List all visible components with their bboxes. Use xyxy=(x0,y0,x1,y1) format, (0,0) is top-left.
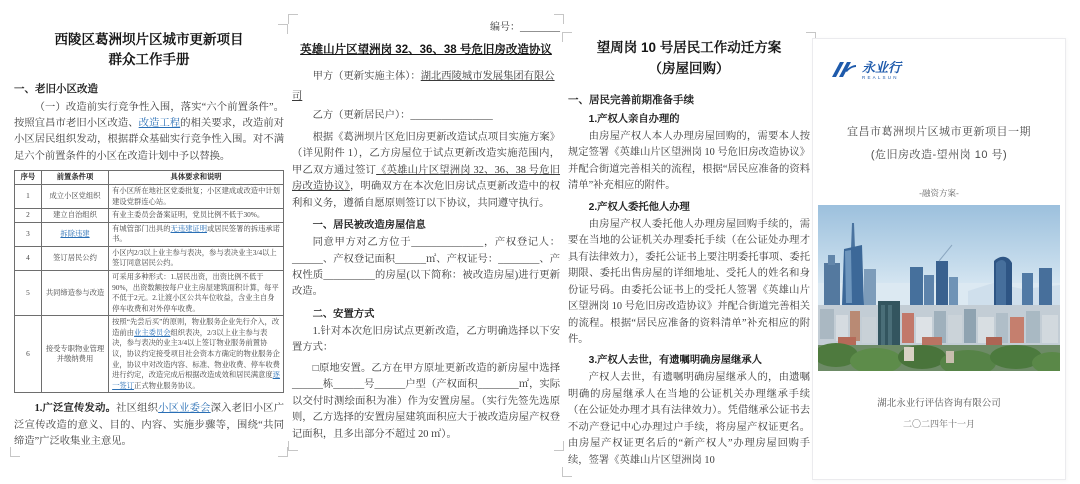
table-header-row xyxy=(15,171,284,185)
intro-text: 根据《葛洲坝片区危旧房更新改造试点项目实施方案》（详见附件 1），乙方房屋位于试点更新改造实施范围内，甲乙双方通过签订 xyxy=(292,131,560,176)
cell-desc xyxy=(109,222,284,246)
cover-title-line1: 宜昌市葛洲坝片区城市更新项目一期 xyxy=(847,126,1031,138)
city-skyline-image xyxy=(818,205,1060,371)
cell-item: 接受专职物业管理并缴纳费用 xyxy=(41,316,108,393)
sub1-heading: 1.产权人亲自办理的 xyxy=(588,113,680,125)
cell-item: 签订居民公约 xyxy=(41,246,108,270)
cell-seq: 5 xyxy=(15,271,42,316)
intro-paragraph xyxy=(14,100,284,166)
cell-seq: 6 xyxy=(15,316,42,393)
table-row xyxy=(15,222,284,246)
crop-mark xyxy=(10,447,20,457)
cell-desc-text: 按照“先尝后买”的原则，物业服务企业先行介入，改造前由 xyxy=(112,317,280,337)
cell-desc: 有小区所在地社区党委批复；小区建成或改造中计划建设党群连心站。 xyxy=(109,184,284,208)
page-agreement xyxy=(292,18,560,443)
logo-chinese-name: 永业行 xyxy=(862,60,902,75)
party-a-label: 甲方（更新实施主体）： xyxy=(312,71,421,82)
crop-mark xyxy=(288,14,298,24)
intro-text: （一）改造前实行竞争性入围，落实“六个前置条件”。按照宜昌市老旧小区改造、 xyxy=(14,101,284,129)
page-title-line1: 望周岗 10 号居民工作动迁方案 xyxy=(596,40,782,55)
cell-seq: 3 xyxy=(15,222,42,246)
page-financing-cover xyxy=(812,38,1066,480)
col-header-item: 前置条件项 xyxy=(41,171,108,185)
cell-desc-text: 或居民签署的拆违承诺书。 xyxy=(112,223,280,244)
sub2-paragraph: 由房屋产权人委托他人办理房屋回购手续的，需要在当地的公证机关办理委托手续（在公证处办理才具有法律效力），委托公证书上要注明委托事项、委托期限、委托出售房屋的详细地址、受托人的姓名和身份证号码。由委托公证书上的受托人签署《英雄山片区望洲岗 10 号危旧房改造协议》并配合街道完善相关的流程。根据“居民应准备的资料清单”补充相应的附件。 xyxy=(568,218,810,345)
cover-subtitle: -融资方案- xyxy=(919,188,959,198)
crop-mark xyxy=(278,24,288,34)
cell-desc-text: 正式物业服务协议。 xyxy=(134,380,200,390)
table-row xyxy=(15,271,284,316)
cell-desc: 小区内2/3以上业主参与表决，参与表决业主3/4以上签订同意居民公约。 xyxy=(109,246,284,270)
intro-text: ，明确双方在本次危旧房试点更新改造中的权利和义务，遵循自愿原则签订以下协议，共同遵守执行。 xyxy=(292,181,560,209)
col-header-seq: 序号 xyxy=(15,171,42,185)
page-title xyxy=(568,38,810,80)
cell-item-link[interactable]: 拆除违建 xyxy=(60,228,90,238)
logo-text-block xyxy=(862,61,901,80)
section2-heading: 二、安置方式 xyxy=(312,308,375,320)
cover-title xyxy=(813,121,1065,167)
section1-heading: 一、居民被改造房屋信息 xyxy=(312,220,426,232)
footer-text: 社区组织 xyxy=(116,403,159,415)
yongyehang-logo-icon xyxy=(831,61,857,79)
doc-number-label: 编号： xyxy=(490,22,520,33)
sub3-paragraph: 产权人去世，有遗嘱明确房屋继承人的，由遗嘱明确的房屋继承人在当地的公证机关办理继承手续（在公证处办理才具有法律效力）。凭借继承公证书去不动产登记中心办理过户手续，将房屋产权证更名。由房屋产权证更名后的“新产权人”办理房屋回购手续，签署《英雄山片区望洲岗 10 xyxy=(568,372,810,466)
cell-item: 成立小区党组织 xyxy=(41,184,108,208)
crop-mark xyxy=(554,14,564,24)
section-heading: 一、老旧小区改造 xyxy=(14,82,98,95)
page-title: 英雄山片区望洲岗 32、36、38 号危旧房改造协议 xyxy=(300,44,552,56)
logo-english-name: REALSUN xyxy=(862,75,899,81)
cell-desc-text: 有城管部门出具的 xyxy=(112,223,171,233)
cell-desc: 有业主委员会备案证明，党员比例不低于30%。 xyxy=(109,209,284,223)
cover-title-line2: (危旧房改造-望州岗 10 号) xyxy=(870,149,1008,162)
party-b-label: 乙方（更新居民户）： xyxy=(312,110,411,122)
cover-date: 二〇二四年十一月 xyxy=(902,419,975,429)
preconditions-table xyxy=(14,170,284,393)
page-title-line2: （房屋回购） xyxy=(648,60,730,76)
table-row xyxy=(15,184,284,208)
page-title-line2: 群众工作手册 xyxy=(108,52,190,68)
crop-mark xyxy=(554,441,564,451)
sub2-heading: 2.产权人委托他人办理 xyxy=(588,201,690,213)
item1-paragraph: 1.针对本次危旧房试点更新改造，乙方明确选择以下安置方式： xyxy=(292,325,560,354)
section1-paragraph: 同意甲方对乙方位于______________，产权登记人：______、产权登记面积______㎡、产权证号：________、产权性质__________的房屋(以下简称：被改造房屋)进行更新改造。 xyxy=(292,237,560,298)
intro-paragraph xyxy=(292,130,560,212)
page-handbook xyxy=(14,30,284,451)
cell-item: 共同缔造参与改造 xyxy=(41,271,108,316)
cell-desc-link[interactable]: 无违建证明 xyxy=(170,223,207,233)
footer-link-text[interactable]: 小区业委会 xyxy=(158,403,211,415)
cell-item: 建立自治组织 xyxy=(41,209,108,223)
cell-desc-link[interactable]: 业主委员会 xyxy=(134,327,171,337)
table-row xyxy=(15,246,284,270)
page-title xyxy=(14,30,284,71)
crop-mark xyxy=(562,32,572,42)
sub1-paragraph: 由房屋产权人本人办理房屋回购的，需要本人按规定签署《英雄山片区望洲岗 10 号危旧房改造协议》并配合街道完善相关的流程，根据“居民应准备的资料清单”补充相应的附件。 xyxy=(568,130,810,192)
page-relocation-plan xyxy=(568,38,810,469)
cell-desc: 可采用多种形式：1.居民出资，出资比例不低于90%，出资数额按每户业主房屋建筑面积计算，每平不低于2元。2.让渡小区公共车位收益，含业主自身停车收费和对外停车收费。 xyxy=(109,271,284,316)
cell-item xyxy=(41,222,108,246)
party-a-line xyxy=(292,67,560,106)
table-row xyxy=(15,209,284,223)
party-a-value: 湖北西陵城市发展集团有限公司 xyxy=(292,71,555,102)
cell-seq: 1 xyxy=(15,184,42,208)
cell-desc-link[interactable]: 逐一签订 xyxy=(112,370,280,390)
page-title-line1: 西陵区葛洲坝片区城市更新项目 xyxy=(54,32,244,47)
crop-mark xyxy=(562,467,572,477)
party-b-line xyxy=(292,106,560,126)
table-row xyxy=(15,316,284,393)
intro-link-text[interactable]: 改造工程 xyxy=(138,117,181,129)
party-b-blank: ________________ xyxy=(410,110,493,122)
cell-desc xyxy=(109,316,284,393)
section-heading: 一、居民完善前期准备手续 xyxy=(568,93,694,106)
cell-seq: 4 xyxy=(15,246,42,270)
company-logo xyxy=(831,61,901,80)
intro-book-title: 《英雄山片区望洲岗 32、36、38 号危旧房改造协议》 xyxy=(292,164,561,193)
cell-desc-text: 组织表决，2/3以上业主参与表决，参与表决的业主3/4以上签订物业服务前置协议，协议约定接受项目社会资本方确定的物业服务企业，协议中对改造内容、标准、物业收费、停车收费进行约定，改造完成后根据改造成效和居民满意度 xyxy=(112,327,280,380)
footer-bold-lead: 1.广泛宣传发动。 xyxy=(34,403,117,415)
footer-text: 深入老旧小区广泛宣传改造的意义、目的、内容、实施步骤等，围绕“共同缔造”广泛收集业主意见。 xyxy=(14,403,285,448)
company-name: 湖北永业行评估咨询有限公司 xyxy=(877,398,1001,409)
footer-paragraph xyxy=(14,401,284,450)
intro-text: 的相关要求，改造前对小区居民组织发动，根据群众基础实行竞争性入围。对不满足六个前置条件的小区在改造计划中予以替换。 xyxy=(14,117,285,162)
crop-mark xyxy=(288,441,298,451)
sub3-heading: 3.产权人去世，有遗嘱明确房屋继承人 xyxy=(588,355,762,367)
crop-mark xyxy=(278,447,288,457)
option-paragraph: □原地安置。乙方在甲方原址更新改造的新房屋中选择______栋______号______户型（产权面积________㎡，实际以交付时测绘面积为准）作为安置房屋。（实行先签先选原则，乙方选择的安置房屋建筑面积应大于被改造房屋产权登记面积，且多出部分不超过 20 ㎡）。 xyxy=(292,362,560,440)
doc-number-blank: ________ xyxy=(520,22,560,33)
cell-seq: 2 xyxy=(15,209,42,223)
doc-number-line xyxy=(292,18,560,33)
col-header-desc: 具体要求和说明 xyxy=(109,171,284,185)
